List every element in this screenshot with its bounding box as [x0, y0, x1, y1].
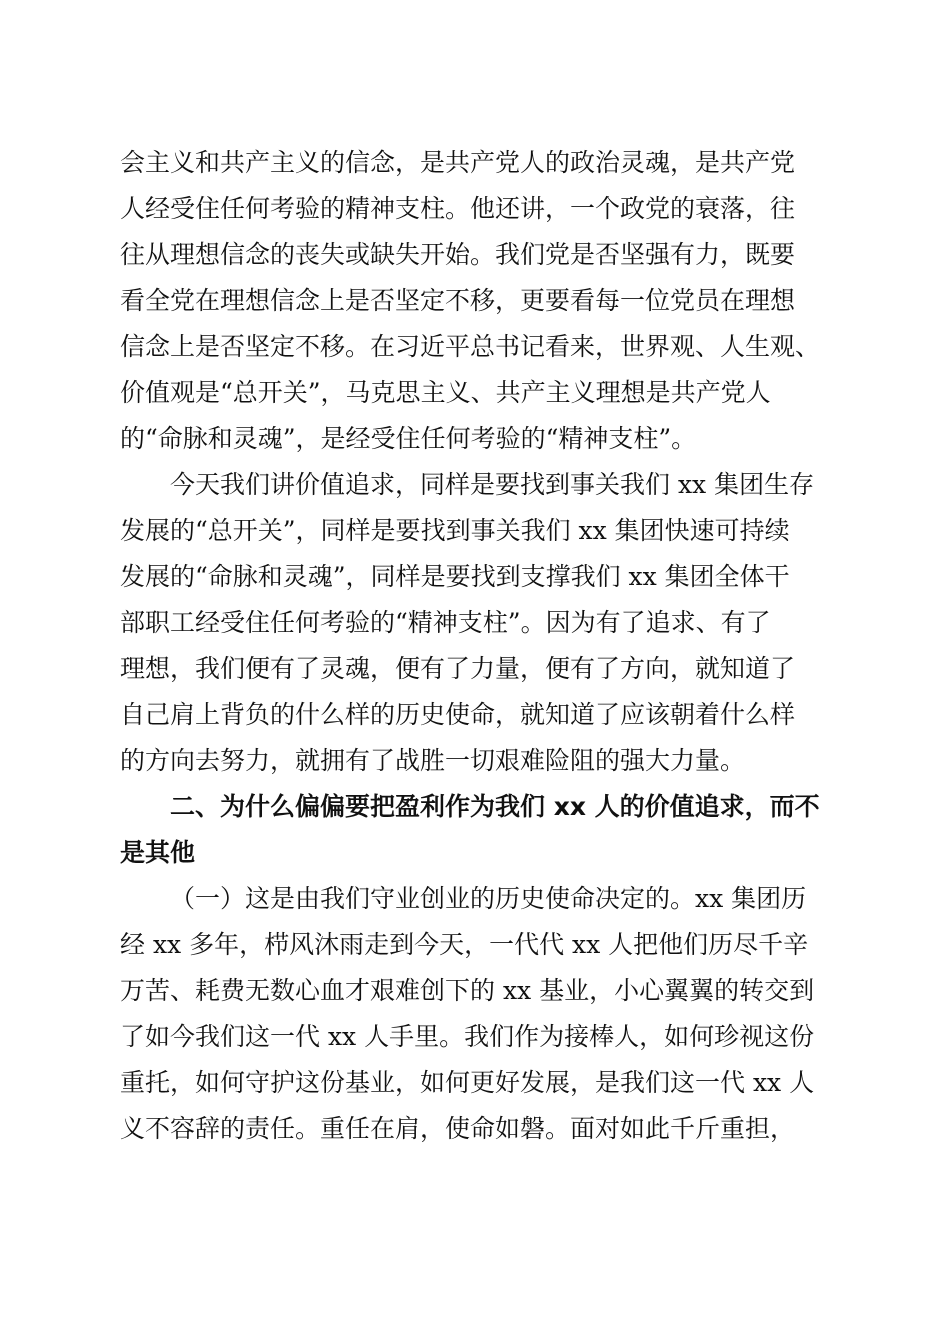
- paragraph-line: 重托，如何守护这份基业，如何更好发展，是我们这一代 xx 人: [120, 1068, 815, 1097]
- paragraph-line: 义不容辞的责任。重任在肩，使命如磐。面对如此千斤重担，: [120, 1114, 796, 1143]
- section-heading-line: 二、为什么偏偏要把盈利作为我们 xx 人的价值追求，而不: [170, 792, 820, 821]
- paragraph-line: （一）这是由我们守业创业的历史使命决定的。xx 集团历: [170, 884, 807, 913]
- document-body: [120, 140, 830, 1152]
- paragraph-line: 经 xx 多年，栉风沐雨走到今天，一代代 xx 人把他们历尽千辛: [120, 930, 809, 959]
- paragraph-line: 部职工经受住任何考验的“精神支柱”。因为有了追求、有了: [120, 608, 771, 637]
- paragraph-line: 信念上是否坚定不移。在习近平总书记看来，世界观、人生观、: [120, 332, 821, 361]
- paragraph-line: 了如今我们这一代 xx 人手里。我们作为接棒人，如何珍视这份: [120, 1022, 815, 1051]
- paragraph-line: 万苦、耗费无数心血才艰难创下的 xx 基业，小心翼翼的转交到: [120, 976, 815, 1005]
- paragraph-line: 看全党在理想信念上是否坚定不移，更要看每一位党员在理想: [120, 286, 796, 315]
- paragraph-line: 理想，我们便有了灵魂，便有了力量，便有了方向，就知道了: [120, 654, 796, 683]
- paragraph-line: 发展的“总开关”，同样是要找到事关我们 xx 集团快速可持续: [120, 516, 790, 545]
- paragraph-line: 发展的“命脉和灵魂”，同样是要找到支撑我们 xx 集团全体干: [120, 562, 790, 591]
- paragraph-line: 往从理想信念的丧失或缺失开始。我们党是否坚强有力，既要: [120, 240, 796, 269]
- paragraph-line: 会主义和共产主义的信念，是共产党人的政治灵魂，是共产党: [120, 148, 796, 177]
- paragraph-line: 价值观是“总开关”，马克思主义、共产主义理想是共产党人: [120, 378, 771, 407]
- paragraph-line: 的方向去努力，就拥有了战胜一切艰难险阻的强大力量。: [120, 746, 746, 775]
- paragraph-line: 人经受住任何考验的精神支柱。他还讲，一个政党的衰落，往: [120, 194, 796, 223]
- paragraph-line: 自己肩上背负的什么样的历史使命，就知道了应该朝着什么样: [120, 700, 796, 729]
- paragraph-line: 的“命脉和灵魂”，是经受住任何考验的“精神支柱”。: [120, 424, 697, 453]
- paragraph-line: 今天我们讲价值追求，同样是要找到事关我们 xx 集团生存: [170, 470, 815, 499]
- section-heading-line: 是其他: [120, 838, 196, 867]
